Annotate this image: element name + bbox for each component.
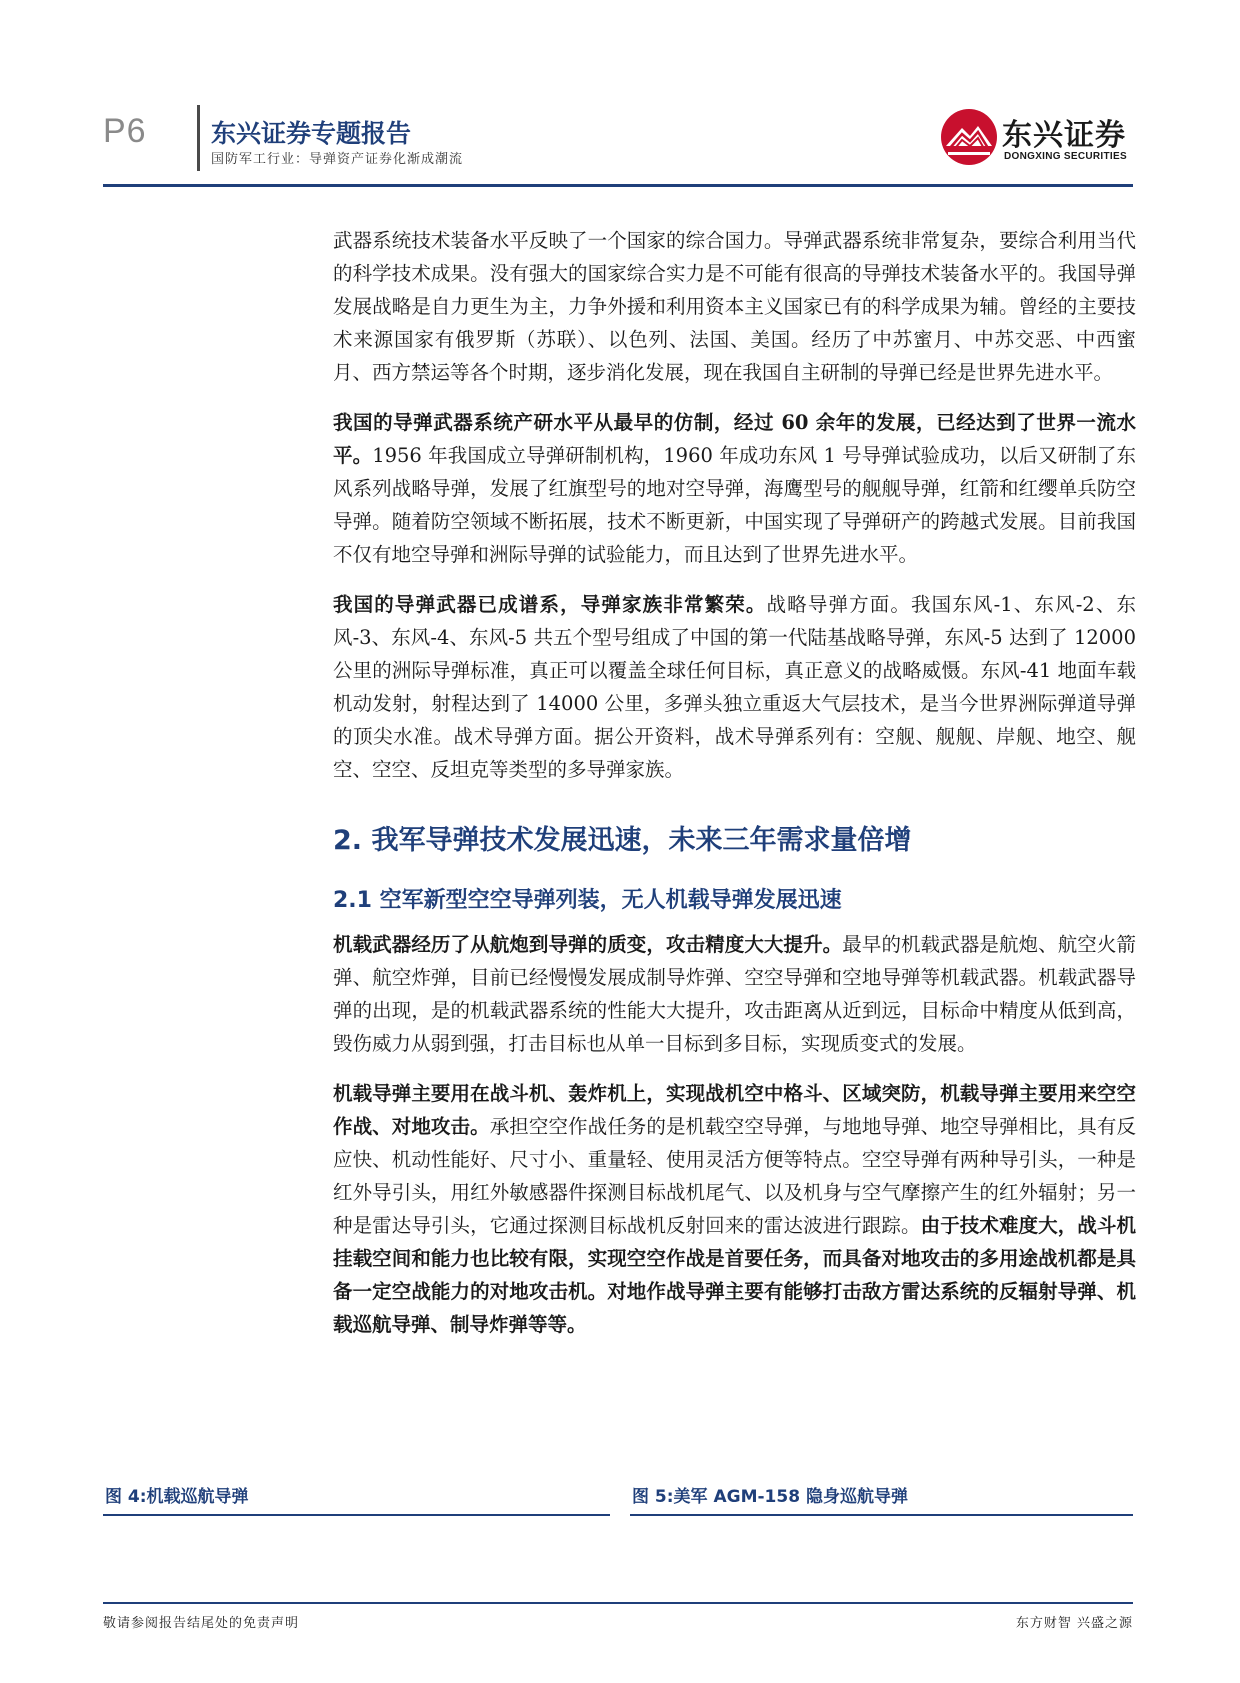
paragraph-4 — [333, 928, 1136, 1060]
footer-slogan: 东方财智 兴盛之源 — [1015, 1616, 1133, 1631]
subsection-heading: 2.1 空军新型空空导弹列装，无人机载导弹发展迅速 — [333, 888, 842, 913]
paragraph-3 — [333, 588, 1136, 786]
paragraph-5-text: 承担空空作战任务的是机载空空导弹，与地地导弹、地空导弹相比，具有反应快、机动性能好、尺寸小、重量轻、使用灵活方便等特点。空空导弹有两种导引头，一种是红外导引头，用红外敏感器件探测目标战机尾气、以及机身与空气摩擦产生的红外辐射；另一种是雷达导引头，它通过探测目标战机反射回来的雷达波进行跟踪。 — [333, 1115, 1136, 1237]
paragraph-3-lead: 我国的导弹武器已成谱系，导弹家族非常繁荣。 — [333, 593, 767, 616]
main-content — [333, 224, 1136, 1358]
figure-5-caption — [630, 1478, 1133, 1516]
paragraph-2 — [333, 406, 1136, 571]
paragraph-5 — [333, 1077, 1136, 1341]
paragraph-4-text: 最早的机载武器是航炮、航空火箭弹、航空炸弹，目前已经慢慢发展成制导炸弹、空空导弹和空地导弹等机载武器。机载武器导弹的出现，是的机载武器系统的性能大大提升，攻击距离从近到远，目标命中精度从低到高，毁伤威力从弱到强，打击目标也从单一目标到多目标，实现质变式的发展。 — [333, 933, 1136, 1055]
logo-chinese-name: 东兴证券 — [1002, 118, 1126, 153]
figure-4-caption — [103, 1478, 610, 1516]
report-title: 东兴证券专题报告 — [211, 119, 412, 148]
figure-captions — [103, 1478, 1133, 1518]
company-logo — [940, 108, 1140, 168]
section-heading: 2. 我军导弹技术发展迅速，未来三年需求量倍增 — [333, 825, 912, 856]
paragraph-5-conclusion: 由于技术难度大，战斗机挂载空间和能力也比较有限，实现空空作战是首要任务，而具备对地攻击的多用途战机都是具备一定空战能力的对地攻击机。对地作战导弹主要有能够打击敌方雷达系统的反辐射导弹、机载巡航导弹、制导炸弹等等。 — [333, 1214, 1136, 1336]
paragraph-1 — [333, 224, 1136, 389]
paragraph-2-text: 1956 年我国成立导弹研制机构，1960 年成功东风 1 号导弹试验成功，以后又研制了东风系列战略导弹，发展了红旗型号的地对空导弹，海鹰型号的舰舰导弹，红箭和红缨单兵防空导弹。随着防空领域不断拓展，技术不断更新，中国实现了导弹研产的跨越式发展。目前我国不仅有地空导弹和洲际导弹的试验能力，而且达到了世界先进水平。 — [333, 444, 1136, 566]
footer-rule — [103, 1602, 1133, 1604]
footer-disclaimer: 敬请参阅报告结尾处的免责声明 — [103, 1616, 300, 1631]
paragraph-3-text: 战略导弹方面。我国东风-1、东风-2、东风-3、东风-4、东风-5 共五个型号组成了中国的第一代陆基战略导弹，东风-5 达到了 12000 公里的洲际导弹标准，真正可以覆盖全球任何目标，真正意义的战略威慑。东风-41 地面车载机动发射，射程达到了 14000 公里，多弹头独立重返大气层技术，是当今世界洲际弹道导弹的顶尖水准。战术导弹方面。据公开资料，战术导弹系列有：空舰、舰舰、岸舰、地空、舰空、空空、反坦克等类型的多导弹家族。 — [333, 593, 1136, 781]
header-divider — [197, 105, 200, 171]
logo-mark-icon — [940, 108, 998, 166]
logo-english-name: DONGXING SECURITIES — [1004, 151, 1127, 162]
page-header — [0, 0, 1240, 190]
page-number: P6 — [103, 112, 147, 150]
paragraph-2-lead: 我国的导弹武器系统产研水平从最早的仿制，经过 60 余年的发展，已经达到了世界一流水平。 — [333, 411, 1136, 467]
paragraph-1-text: 武器系统技术装备水平反映了一个国家的综合国力。导弹武器系统非常复杂，要综合利用当代的科学技术成果。没有强大的国家综合实力是不可能有很高的导弹技术装备水平的。我国导弹发展战略是自力更生为主，力争外援和利用资本主义国家已有的科学成果为辅。曾经的主要技术来源国家有俄罗斯（苏联）、以色列、法国、美国。经历了中苏蜜月、中苏交恶、中西蜜月、西方禁运等各个时期，逐步消化发展，现在我国自主研制的导弹已经是世界先进水平。 — [333, 229, 1136, 384]
figure-5-title: 图 5:美军 AGM-158 隐身巡航导弹 — [632, 1487, 908, 1507]
paragraph-4-lead: 机载武器经历了从航炮到导弹的质变，攻击精度大大提升。 — [333, 933, 843, 956]
header-rule — [103, 184, 1133, 187]
paragraph-5-lead: 机载导弹主要用在战斗机、轰炸机上，实现战机空中格斗、区域突防，机载导弹主要用来空空作战、对地攻击。 — [333, 1082, 1136, 1138]
report-subtitle: 国防军工行业：导弹资产证券化渐成潮流 — [211, 152, 464, 167]
figure-4-title: 图 4:机载巡航导弹 — [105, 1487, 249, 1507]
